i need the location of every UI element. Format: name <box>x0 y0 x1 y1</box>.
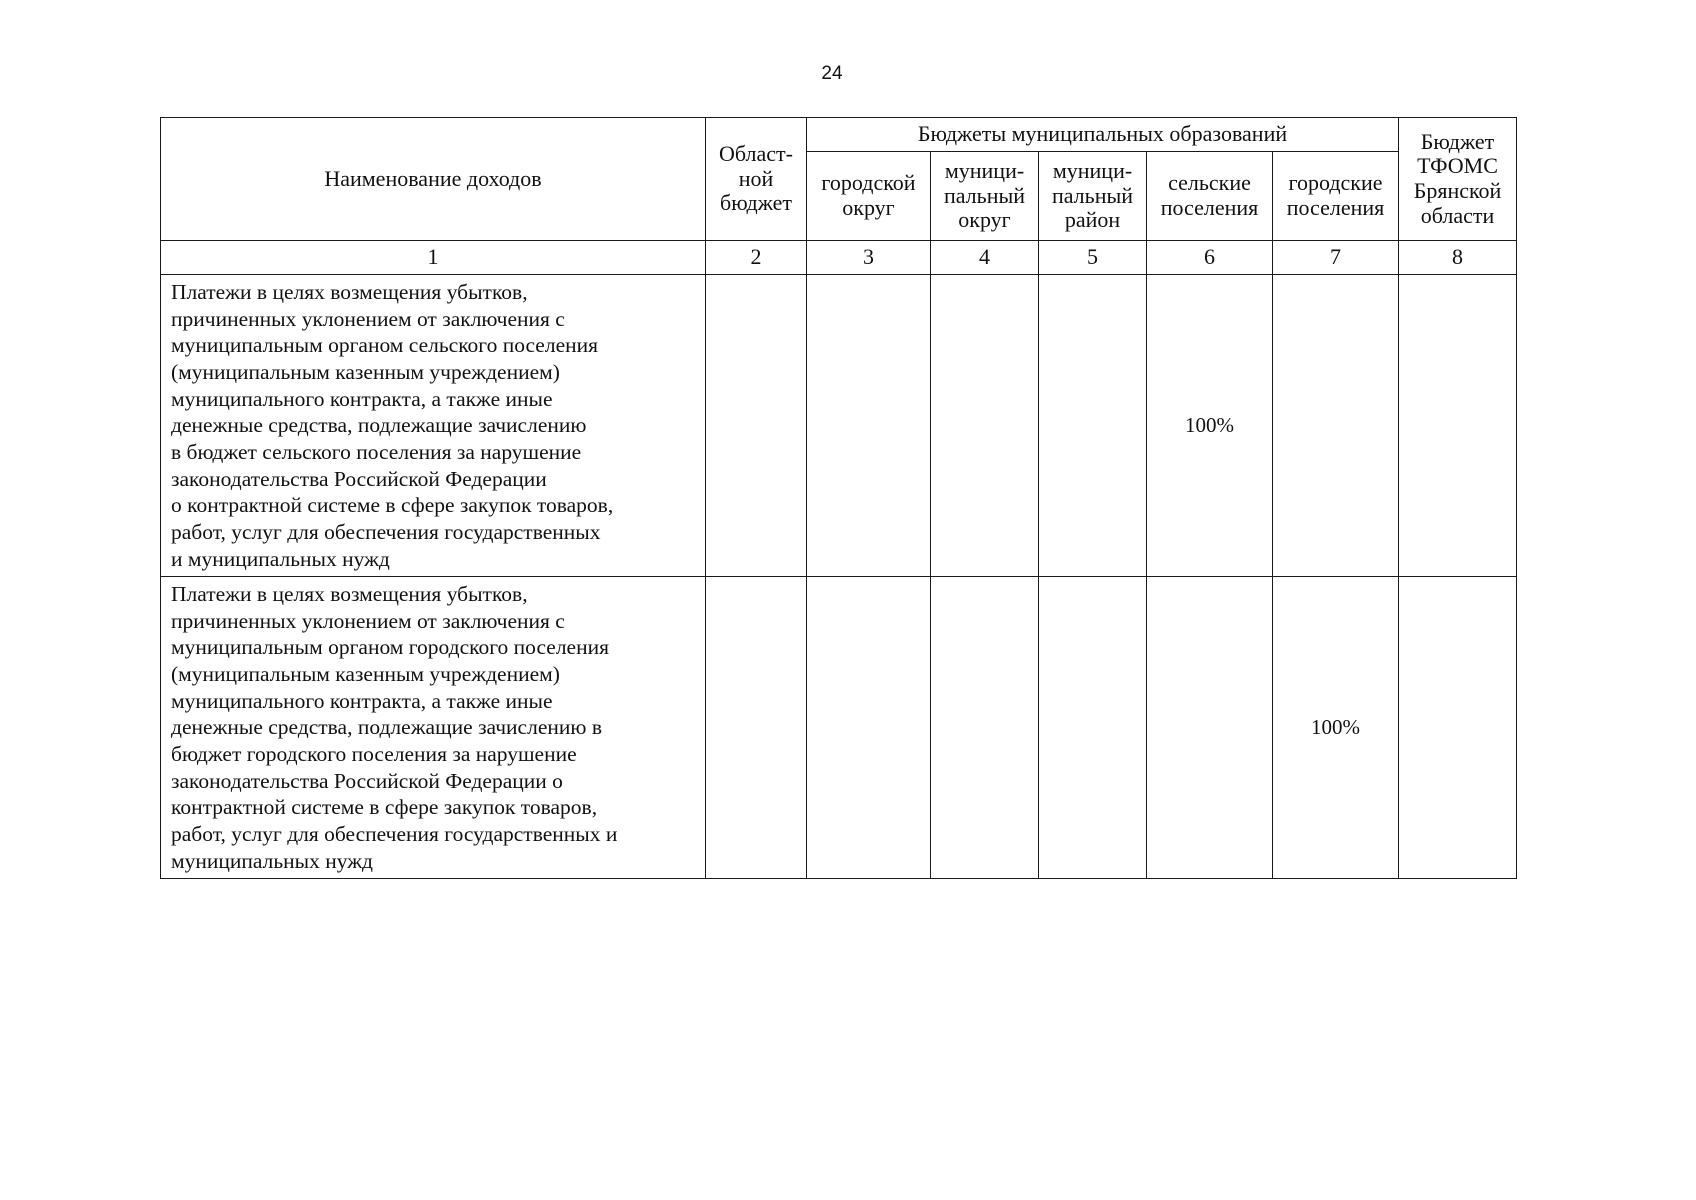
text-line: бюджет городского поселения за нарушение <box>171 741 577 766</box>
text-line: Брянской <box>1413 178 1502 203</box>
share-cell <box>1039 577 1147 879</box>
text-line: (муниципальным казенным учреждением) <box>171 359 560 384</box>
share-cell <box>931 577 1039 879</box>
text-line: городские <box>1288 170 1383 196</box>
text-line: причиненных уклонением от заключения с <box>171 306 565 331</box>
text-line: Платежи в целях возмещения убытков, <box>171 582 528 606</box>
share-cell <box>1147 577 1273 879</box>
header-tfoms-budget <box>1399 118 1517 241</box>
text-line: Област- <box>719 141 793 167</box>
header-municipal-raion <box>1039 152 1147 241</box>
text-line: городской <box>821 170 916 196</box>
header-city-district <box>807 152 931 241</box>
text-line: муниципального контракта, а также иные <box>171 688 553 713</box>
text-line: сельские <box>1168 170 1251 196</box>
share-cell <box>706 275 807 577</box>
column-number: 3 <box>807 241 931 275</box>
share-cell <box>807 275 931 577</box>
table-row <box>161 275 1517 577</box>
column-number: 2 <box>706 241 807 275</box>
text-line: поселения <box>1160 195 1259 220</box>
text-line: ной <box>738 165 774 191</box>
header-regional-budget <box>706 118 807 241</box>
text-line: контрактной системе в сфере закупок товаров, <box>171 795 598 820</box>
revenue-distribution-table <box>160 117 1517 879</box>
text-line: район <box>1064 207 1121 233</box>
text-line: причиненных уклонением от заключения с <box>171 608 565 633</box>
revenue-description <box>161 275 706 577</box>
share-cell <box>1039 275 1147 577</box>
header-municipal-budgets: Бюджеты муниципальных образований <box>807 118 1399 152</box>
text-line: муниципальным органом сельского поселения <box>171 333 599 358</box>
share-cell <box>1399 577 1517 879</box>
text-line: ТФОМС <box>1417 153 1498 179</box>
text-line: муниципальных нужд <box>171 848 373 873</box>
text-line: в бюджет сельского поселения за нарушение <box>171 439 582 464</box>
text-line: и муниципальных нужд <box>171 546 390 571</box>
text-line: работ, услуг для обеспечения государственных и <box>171 821 618 846</box>
column-number: 5 <box>1039 241 1147 275</box>
page-number: 24 <box>821 63 843 84</box>
text-line: денежные средства, подлежащие зачислению в <box>171 715 602 740</box>
text-line: муници- <box>944 158 1025 184</box>
column-number: 8 <box>1399 241 1517 275</box>
column-number: 4 <box>931 241 1039 275</box>
text-line: бюджет <box>720 190 792 216</box>
text-line: поселения <box>1286 195 1385 220</box>
text-line: Бюджет <box>1420 128 1495 154</box>
share-cell: 100% <box>1147 275 1273 577</box>
share-cell: 100% <box>1273 577 1399 879</box>
header-urban-settlements <box>1273 152 1399 241</box>
column-number: 6 <box>1147 241 1273 275</box>
text-line: округ <box>958 207 1011 233</box>
header-municipal-okrug <box>931 152 1039 241</box>
text-line: (муниципальным казенным учреждением) <box>171 661 560 686</box>
revenue-description <box>161 577 706 879</box>
text-line: муниципальным органом городского поселения <box>171 635 609 660</box>
share-cell <box>706 577 807 879</box>
text-line: муниципального контракта, а также иные <box>171 386 553 411</box>
text-line: законодательства Российской Федерации <box>171 466 547 491</box>
text-line: области <box>1420 202 1495 228</box>
share-cell <box>931 275 1039 577</box>
text-line: муници- <box>1052 158 1133 184</box>
share-cell <box>1273 275 1399 577</box>
text-line: работ, услуг для обеспечения государственных <box>171 519 601 544</box>
share-cell <box>1399 275 1517 577</box>
text-line: пальный <box>1051 182 1134 208</box>
table-row <box>161 577 1517 879</box>
header-rural-settlements <box>1147 152 1273 241</box>
text-line: округ <box>842 195 895 220</box>
text-line: пальный <box>943 182 1026 208</box>
text-line: законодательства Российской Федерации о <box>171 768 563 793</box>
text-line: о контрактной системе в сфере закупок товаров, <box>171 493 614 518</box>
text-line: денежные средства, подлежащие зачислению <box>171 413 587 438</box>
share-cell <box>807 577 931 879</box>
column-number: 1 <box>161 241 706 275</box>
text-line: Платежи в целях возмещения убытков, <box>171 280 528 304</box>
header-revenue-name: Наименование доходов <box>161 118 706 241</box>
column-number: 7 <box>1273 241 1399 275</box>
